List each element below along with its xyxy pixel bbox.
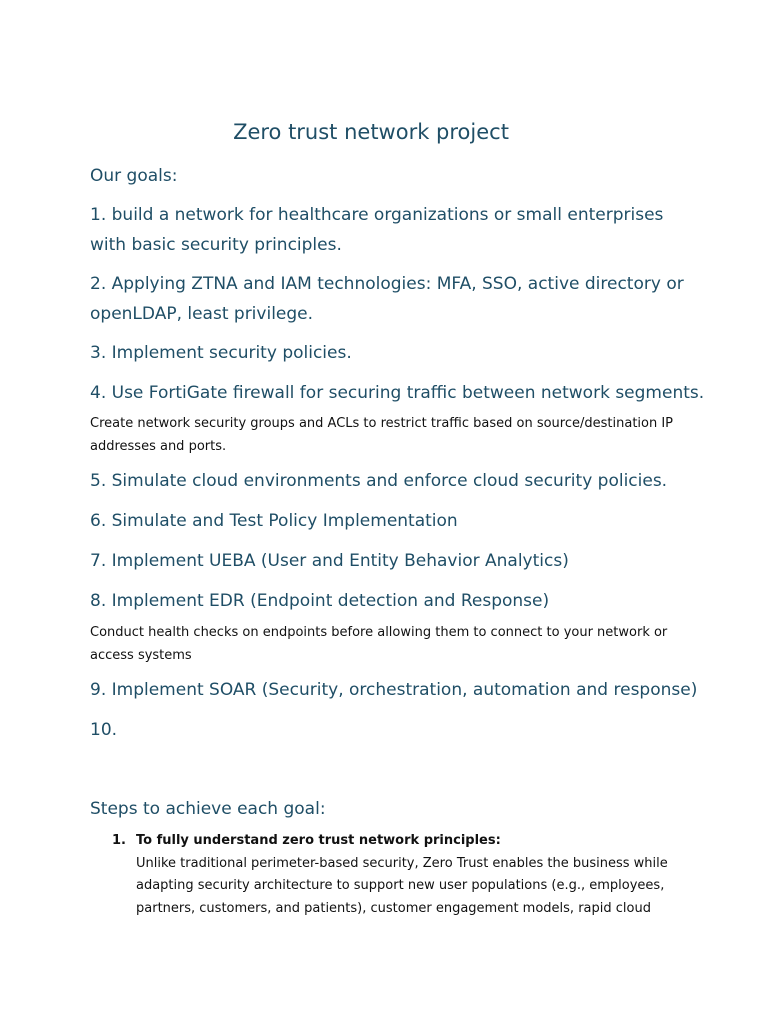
goal-item-4: 4. Use FortiGate firewall for securing traffic between network segments. xyxy=(90,383,705,403)
steps-heading: Steps to achieve each goal: xyxy=(90,799,326,819)
goal-item-10: 10. xyxy=(90,720,118,740)
goal-item-3: 3. Implement security policies. xyxy=(90,343,352,363)
goal-8-note: Conduct health checks on endpoints before allowing them to connect to your network or access systems xyxy=(90,625,668,663)
goals-heading: Our goals: xyxy=(90,166,178,186)
step-item-1 xyxy=(112,830,672,920)
step-body-text: Unlike traditional perimeter-based security, Zero Trust enables the business while adapting security architecture to support new user populations (e.g., employees, partners, customers, and patients), customer engagement models, rapid cloud xyxy=(136,855,668,916)
step-title: To fully understand zero trust network principles: xyxy=(136,833,501,848)
goal-item-8: 8. Implement EDR (Endpoint detection and Response) xyxy=(90,591,550,611)
goal-4-note: Create network security groups and ACLs to restrict traffic based on source/destination IP addresses and ports. xyxy=(90,416,674,454)
goal-item-1: 1. build a network for healthcare organizations or small enterprises with basic security principles. xyxy=(90,205,664,255)
document-title: Zero trust network project xyxy=(233,120,509,144)
goal-item-7: 7. Implement UEBA (User and Entity Behavior Analytics) xyxy=(90,551,569,571)
goal-item-2: 2. Applying ZTNA and IAM technologies: MFA, SSO, active directory or openLDAP, least privilege. xyxy=(90,274,684,324)
step-number: 1. xyxy=(112,833,126,848)
goal-item-9: 9. Implement SOAR (Security, orchestration, automation and response) xyxy=(90,680,698,700)
goal-item-6: 6. Simulate and Test Policy Implementation xyxy=(90,511,458,531)
goal-item-5: 5. Simulate cloud environments and enforce cloud security policies. xyxy=(90,471,668,491)
